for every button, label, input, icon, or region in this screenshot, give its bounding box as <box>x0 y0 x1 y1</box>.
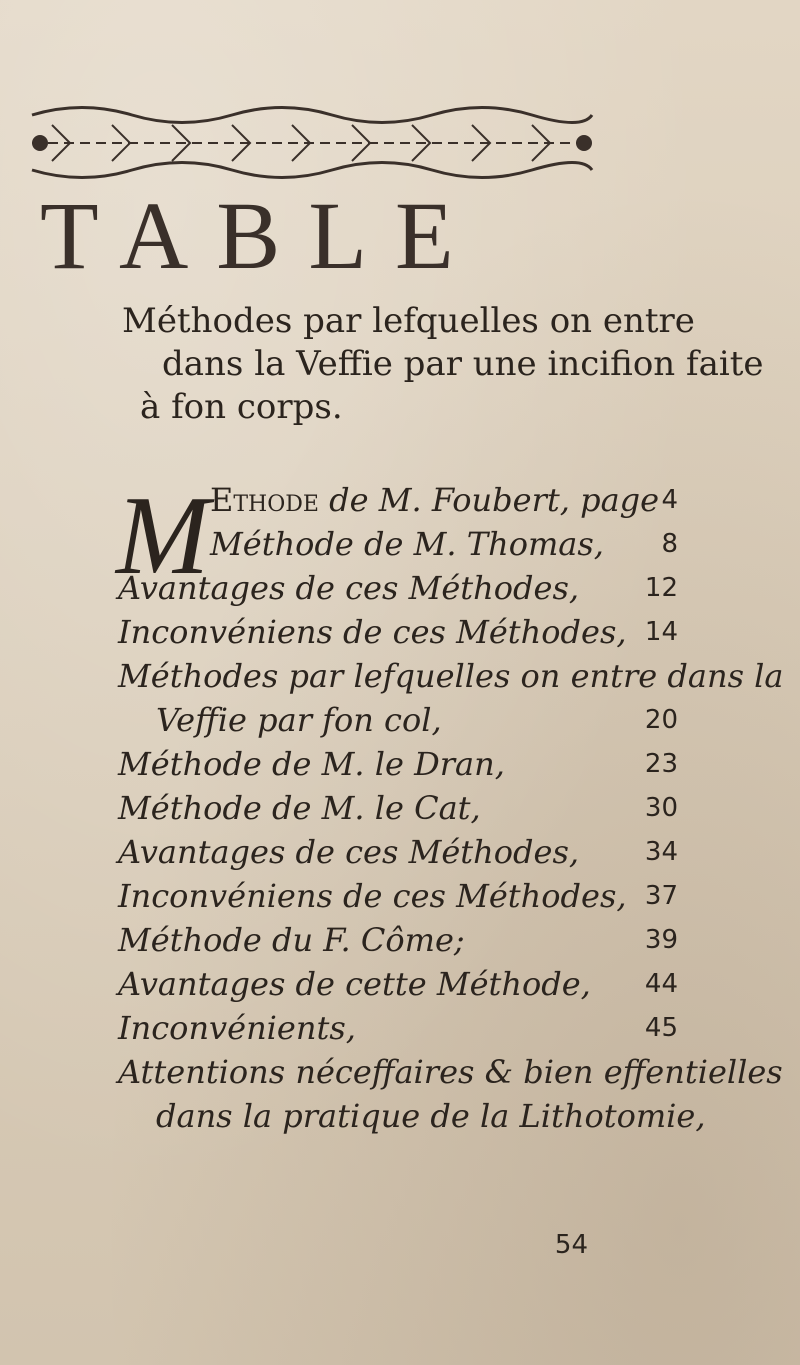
toc-entry-label: Méthode de M. le Dran, <box>118 745 505 783</box>
toc-entry-label: Méthode de M. Thomas, <box>210 525 604 563</box>
toc-entry <box>118 1006 678 1050</box>
toc-entry-label: de M. Foubert, page <box>318 481 660 519</box>
toc-entry <box>118 1094 706 1138</box>
toc-entry-label: Méthode du F. Côme; <box>118 921 465 959</box>
toc-page-number: 4 <box>661 485 678 515</box>
toc-page-number: 20 <box>644 705 678 735</box>
toc-entry-label: Inconvénients, <box>118 1009 356 1047</box>
toc-page-number: 23 <box>644 749 678 779</box>
table-of-contents <box>116 474 784 1138</box>
drop-capital: M <box>116 474 210 598</box>
toc-entry <box>118 698 678 742</box>
toc-entry-label: Inconvéniens de ces Méthodes, <box>118 877 627 915</box>
toc-page-number: 45 <box>644 1013 678 1043</box>
toc-page-number: 39 <box>644 925 678 955</box>
intro-line: à fon corps. <box>140 387 343 427</box>
toc-entry <box>118 962 678 1006</box>
toc-page-number: 30 <box>644 793 678 823</box>
toc-entry <box>118 786 678 830</box>
toc-entry <box>118 830 678 874</box>
toc-entry <box>118 654 784 698</box>
toc-entry-label: Avantages de ces Méthodes, <box>118 833 580 871</box>
toc-entry-label: Méthode de M. le Cat, <box>118 789 481 827</box>
toc-entry-label: Inconvéniens de ces Méthodes, <box>118 613 627 651</box>
toc-entry <box>118 566 678 610</box>
decorative-border-ornament <box>22 95 602 195</box>
toc-entry-label: Veffie par fon col, <box>156 701 442 739</box>
toc-entry-smallcaps: Ethode <box>210 481 319 519</box>
toc-entry <box>118 742 678 786</box>
toc-page-number: 34 <box>644 837 678 867</box>
toc-page-number: 8 <box>661 529 678 559</box>
intro-heading <box>122 300 762 429</box>
toc-entry <box>118 522 678 566</box>
toc-page-number: 12 <box>644 573 678 603</box>
intro-line: dans la Veffie par une incifion faite <box>162 344 764 384</box>
toc-entry <box>118 610 678 654</box>
toc-page-number: 14 <box>644 617 678 647</box>
toc-entry <box>118 478 678 522</box>
toc-entry <box>118 918 678 962</box>
catchword-page-number: 54 <box>554 1230 588 1260</box>
page-title: TABLE <box>40 182 482 289</box>
toc-entry-label: Avantages de ces Méthodes, <box>118 569 580 607</box>
toc-page-number: 44 <box>644 969 678 999</box>
toc-entry <box>118 1050 783 1094</box>
toc-entry-label: Avantages de cette Méthode, <box>118 965 591 1003</box>
toc-page-number: 37 <box>644 881 678 911</box>
intro-line: Méthodes par lefquelles on entre <box>122 301 695 341</box>
toc-entry <box>118 874 678 918</box>
toc-entry-label: Méthodes par lefquelles on entre dans la <box>118 657 784 695</box>
toc-entry-label: Attentions néceffaires & bien effentielles <box>118 1053 783 1091</box>
toc-entry-label: dans la pratique de la Lithotomie, <box>156 1097 706 1135</box>
